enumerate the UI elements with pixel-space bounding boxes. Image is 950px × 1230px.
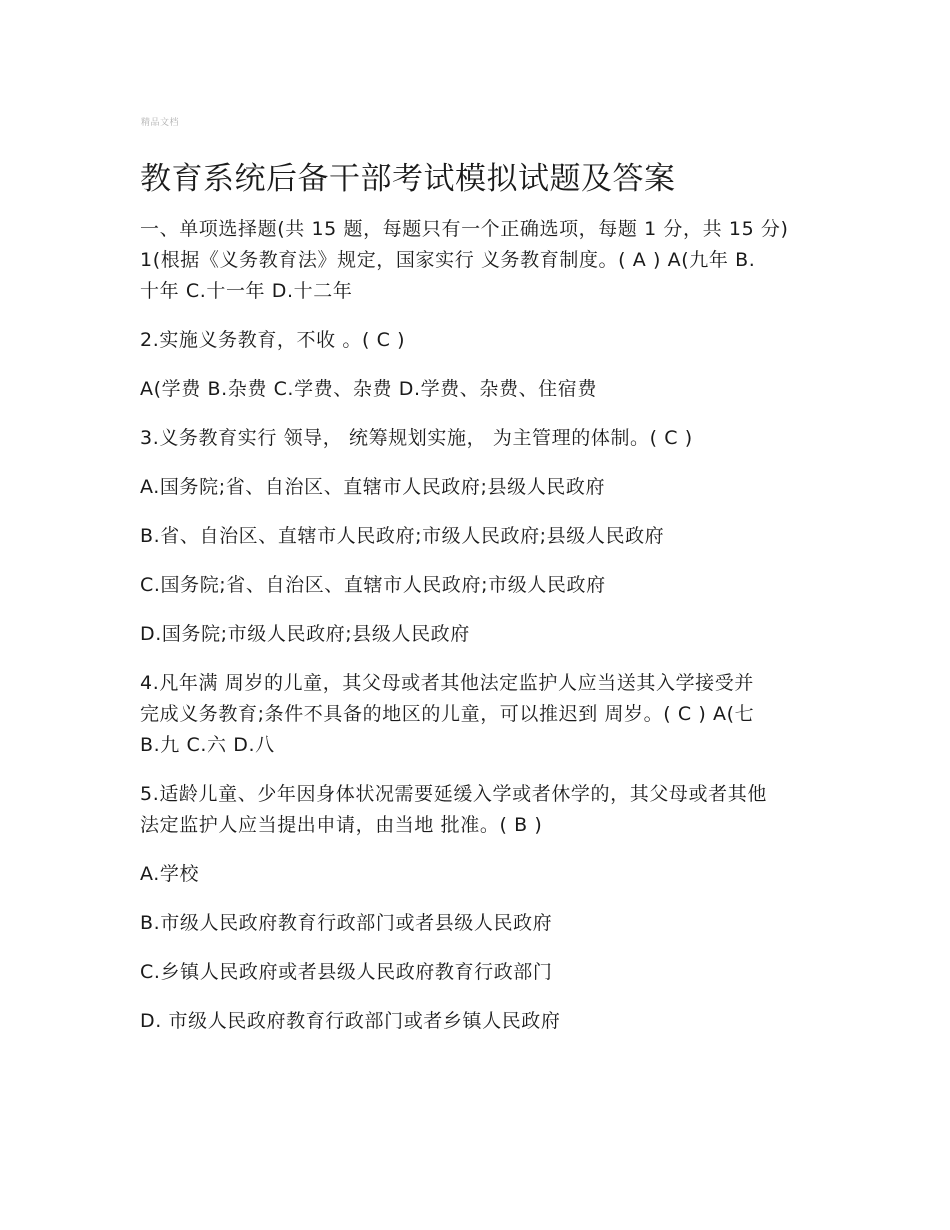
question-5-line-2: 法定监护人应当提出申请，由当地 批准。( B ) <box>140 814 543 836</box>
question-5-option-d: D. 市级人民政府教育行政部门或者乡镇人民政府 <box>140 1010 561 1032</box>
question-4-line-2: 完成义务教育;条件不具备的地区的儿童，可以推迟到 周岁。( C ) A(七 <box>140 703 755 725</box>
question-4-line-1: 4.凡年满 周岁的儿童，其父母或者其他法定监护人应当送其入学接受并 <box>140 672 754 694</box>
question-5-option-c: C.乡镇人民政府或者县级人民政府教育行政部门 <box>140 961 553 983</box>
question-2-options: A(学费 B.杂费 C.学费、杂费 D.学费、杂费、住宿费 <box>140 378 597 400</box>
question-3-option-b: B.省、自治区、直辖市人民政府;市级人民政府;县级人民政府 <box>140 525 665 547</box>
question-2: 2.实施义务教育，不收 。( C ) <box>140 329 406 351</box>
watermark-text: 精品文档 <box>141 118 180 128</box>
question-3: 3.义务教育实行 领导， 统筹规划实施， 为主管理的体制。( C ) <box>140 427 693 449</box>
question-5-line-1: 5.适龄儿童、少年因身体状况需要延缓入学或者休学的，其父母或者其他 <box>140 783 767 805</box>
question-3-option-a: A.国务院;省、自治区、直辖市人民政府;县级人民政府 <box>140 476 606 498</box>
question-3-option-d: D.国务院;市级人民政府;县级人民政府 <box>140 623 470 645</box>
question-1-line-1: 1(根据《义务教育法》规定，国家实行 义务教育制度。( A ) A(九年 B. <box>140 249 756 271</box>
document-body <box>140 214 830 1037</box>
document-title: 教育系统后备干部考试模拟试题及答案 <box>140 161 676 197</box>
section-heading: 一、单项选择题(共 15 题，每题只有一个正确选项，每题 1 分，共 15 分) <box>140 218 789 240</box>
question-5-option-b: B.市级人民政府教育行政部门或者县级人民政府 <box>140 912 553 934</box>
question-4-line-3: B.九 C.六 D.八 <box>140 734 275 756</box>
question-5-option-a: A.学校 <box>140 863 200 885</box>
question-3-option-c: C.国务院;省、自治区、直辖市人民政府;市级人民政府 <box>140 574 606 596</box>
question-1-line-2: 十年 C.十一年 D.十二年 <box>140 280 353 302</box>
